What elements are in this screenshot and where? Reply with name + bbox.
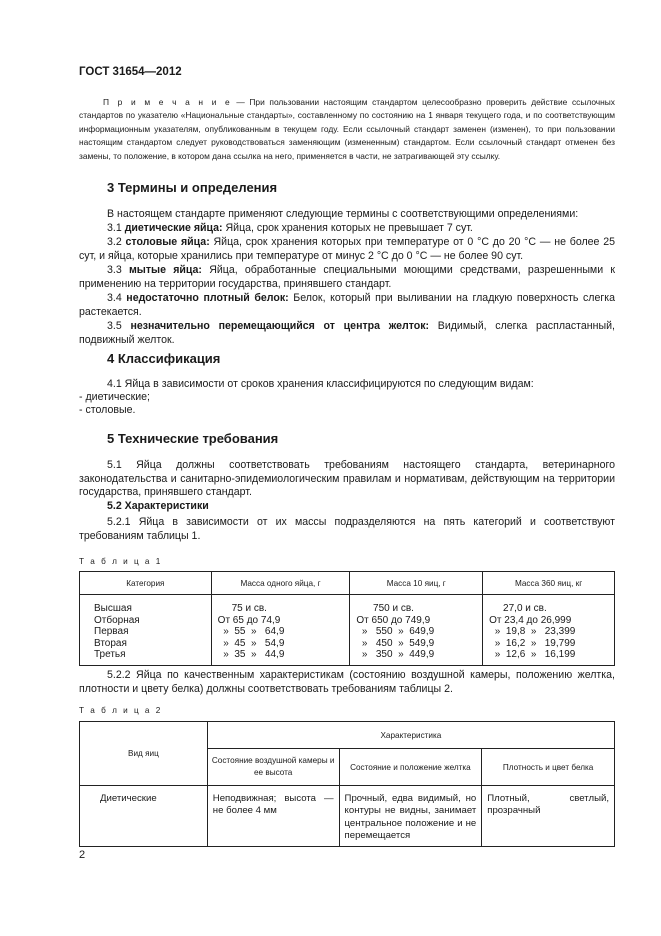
term-3-1: 3.1 диетические яйца: Яйца, срок хранения которых не превышает 7 сут. xyxy=(107,222,473,234)
table-cell: » 35 » 44,9 xyxy=(217,649,285,661)
section-5-title: 5 Технические требования xyxy=(107,431,279,446)
table-cell: » 19,8 » 23,399 xyxy=(489,626,576,638)
table-cell: 750 и св. xyxy=(356,603,414,614)
mass-360-column xyxy=(483,595,615,666)
term-3-3: 3.3 мытые яйца: Яйца, обработанные специальными моющими средствами, разрешенными к применению на территории государства, принявшего стандарт. xyxy=(79,264,615,290)
table-cell: Неподвижная; высота — не более 4 мм xyxy=(207,786,339,847)
list-item-dietary: - диетические; xyxy=(79,391,150,403)
table-cell: Диетические xyxy=(80,786,208,847)
table-header-cell: Состояние воздушной камеры и ее высота xyxy=(207,749,339,786)
table-header-cell: Характеристика xyxy=(207,722,614,749)
table-header-cell: Состояние и положение желтка xyxy=(339,749,482,786)
term-3-2: 3.2 столовые яйца: Яйца, срок хранения которых при температуре от 0 °С до 20 °С — не более 25 сут, и яйца, которые хранились при температуре от минус 2 °С до 0 °С — не более 90 сут. xyxy=(79,236,616,262)
section-5-2-2: 5.2.2 Яйца по качественным характеристикам (состоянию воздушной камеры, положению желтка, плотности и цвету белка) должны соответствовать требованиям таблицы 2. xyxy=(79,669,615,695)
table-1-body-row xyxy=(80,595,615,666)
table-1-header-row xyxy=(80,572,615,595)
table-cell: Прочный, едва видимый, но контуры не видны, занимает центральное положение и не перемещается xyxy=(339,786,482,847)
table-cell: » 550 » 649,9 xyxy=(356,626,435,638)
table-cell: 27,0 и св. xyxy=(489,603,547,614)
table-cell: От 65 до 74,9 xyxy=(217,614,281,626)
section-3-intro: В настоящем стандарте применяют следующие термины с соответствующими определениями: xyxy=(107,208,579,220)
table-header-cell: Масса 360 яиц, кг xyxy=(483,572,615,595)
table-cell: От 23,4 до 26,999 xyxy=(489,614,572,626)
table-cell: Плотный, светлый, прозрачный xyxy=(482,786,615,847)
note-text: — При пользовании настоящим стандартом целесообразно проверить действие ссылочных стандартов по указателю «Национальные стандарты», составленному по состоянию на 1 января текущего года, и по соответствующим информационным указателям, опубликованным в текущем году. Если ссылочный стандарт заменен (изменен), то при пользовании настоящим стандартом следует руководствоваться заменяющим (измененным) стандартом. Если ссылочный стандарт отменен без замены, то положение, в котором дана ссылка на него, применяется в части, не затрагивающей эту ссылку. xyxy=(79,97,615,161)
list-item-table: - столовые. xyxy=(79,404,136,416)
table-cell: 75 и св. xyxy=(217,603,267,614)
section-5-2-title: 5.2 Характеристики xyxy=(107,500,209,512)
table-cell: » 55 » 64,9 xyxy=(217,626,285,638)
table-cell: Вторая xyxy=(94,637,127,649)
reference-note xyxy=(79,96,615,163)
table-cell: » 450 » 549,9 xyxy=(356,637,435,649)
section-5-1: 5.1 Яйца должны соответствовать требованиям настоящего стандарта, ветеринарного законодательства и санитарно-эпидемиологическим правилам и нормативам, действующим на территории государства, принявшего стандарт. xyxy=(79,459,615,499)
table-cell: » 350 » 449,9 xyxy=(356,649,435,661)
table-header-cell: Плотность и цвет белка xyxy=(482,749,615,786)
table-cell: » 45 » 54,9 xyxy=(217,637,285,649)
table-cell: Отборная xyxy=(94,614,140,626)
page-number: 2 xyxy=(79,849,86,861)
table-header-cell: Категория xyxy=(80,572,212,595)
note-label: П р и м е ч а н и е xyxy=(103,97,232,107)
table-1 xyxy=(79,571,615,666)
table-1-label: Т а б л и ц а 1 xyxy=(79,557,163,566)
table-cell: » 12,6 » 16,199 xyxy=(489,649,576,661)
section-3-title: 3 Термины и определения xyxy=(107,180,278,195)
table-row xyxy=(80,786,615,847)
term-3-4: 3.4 недостаточно плотный белок: Белок, который при выливании на гладкую поверхность слегка растекается. xyxy=(79,292,615,318)
table-2 xyxy=(79,721,615,847)
section-4-title: 4 Классификация xyxy=(107,351,221,366)
mass-ten-column xyxy=(350,595,483,666)
term-3-5: 3.5 незначительно перемещающийся от центра желток: Видимый, слегка распластанный, подвижный желток. xyxy=(79,320,615,346)
mass-one-column xyxy=(211,595,350,666)
table-cell: От 650 до 749,9 xyxy=(356,614,431,626)
category-column xyxy=(80,595,212,666)
table-2-label: Т а б л и ц а 2 xyxy=(79,706,163,715)
table-header-cell: Масса одного яйца, г xyxy=(211,572,350,595)
table-cell: Высшая xyxy=(94,603,132,614)
table-cell: Третья xyxy=(94,649,126,661)
section-4-1: 4.1 Яйца в зависимости от сроков хранения классифицируются по следующим видам: xyxy=(107,378,534,390)
document-header: ГОСТ 31654—2012 xyxy=(79,66,182,78)
table-cell: Первая xyxy=(94,626,129,638)
table-header-cell: Масса 10 яиц, г xyxy=(350,572,483,595)
table-cell: » 16,2 » 19,799 xyxy=(489,637,576,649)
section-5-2-1: 5.2.1 Яйца в зависимости от их массы подразделяются на пять категорий и соответствуют требованиям таблицы 1. xyxy=(79,516,615,542)
table-header-cell: Вид яиц xyxy=(80,722,208,786)
